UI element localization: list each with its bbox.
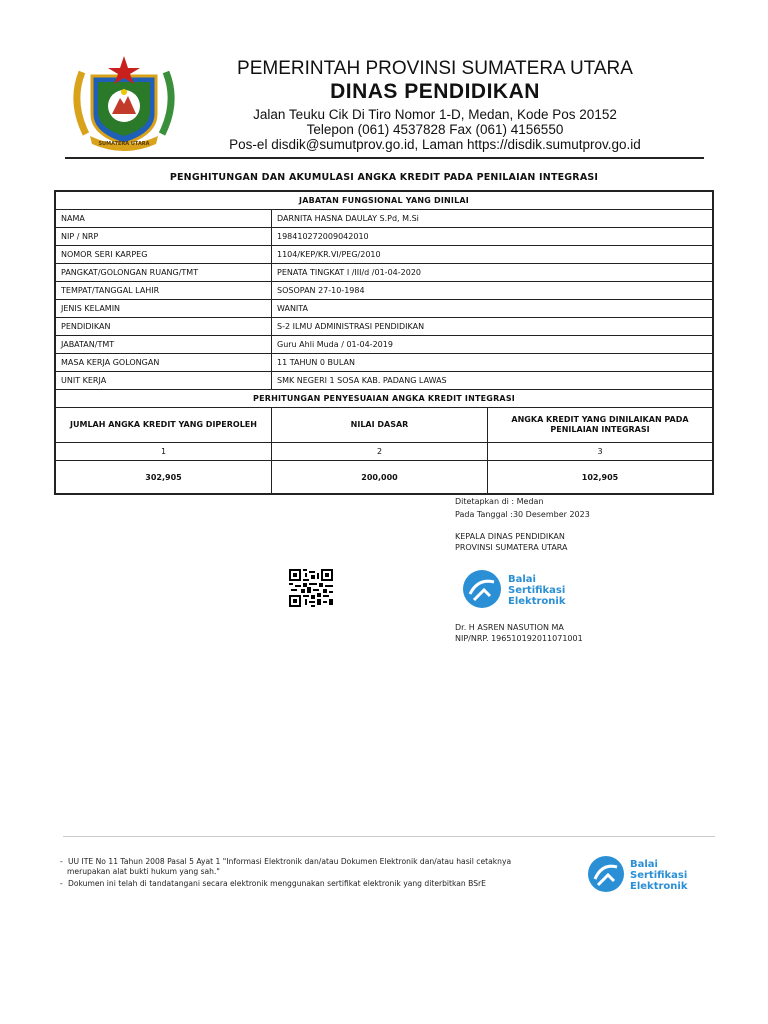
signatory-title: KEPALA DINAS PENDIDIKAN <box>455 532 565 541</box>
bsre-logo <box>460 570 580 608</box>
field-value: SMK NEGERI 1 SOSA KAB. PADANG LAWAS <box>272 372 714 390</box>
field-label: PENDIDIKAN <box>55 318 272 336</box>
column-header: ANGKA KREDIT YANG DINILAIKAN PADA PENILAIAN INTEGRASI <box>488 408 714 443</box>
legal-note-line2: merupakan alat bukti hukum yang sah." <box>67 867 220 876</box>
field-value: Guru Ahli Muda / 01-04-2019 <box>272 336 714 354</box>
signatory-name: Dr. H ASREN NASUTION MA <box>455 623 564 632</box>
government-name: PEMERINTAH PROVINSI SUMATERA UTARA <box>237 58 633 79</box>
column-header: NILAI DASAR <box>272 408 488 443</box>
legal-note-text: UU ITE No 11 Tahun 2008 Pasal 5 Ayat 1 "Informasi Elektronik dan/atau Dokumen Elektronik dan/atau hasil cetaknya <box>68 857 512 866</box>
table-row <box>55 408 713 443</box>
field-label: TEMPAT/TANGGAL LAHIR <box>55 282 272 300</box>
field-value: S-2 ILMU ADMINISTRASI PENDIDIKAN <box>272 318 714 336</box>
field-label: JABATAN/TMT <box>55 336 272 354</box>
field-value: WANITA <box>272 300 714 318</box>
header-divider <box>65 157 704 159</box>
bsre-line1: Balai <box>508 574 536 585</box>
qr-code-icon <box>289 569 333 607</box>
table-row <box>55 191 713 210</box>
field-label: NIP / NRP <box>55 228 272 246</box>
bsre-footer-line1: Balai <box>630 859 658 870</box>
column-header: JUMLAH ANGKA KREDIT YANG DIPEROLEH <box>55 408 272 443</box>
section-heading-position: JABATAN FUNGSIONAL YANG DINILAI <box>55 191 713 210</box>
field-label: UNIT KERJA <box>55 372 272 390</box>
column-number: 2 <box>272 443 488 461</box>
field-label: NOMOR SERI KARPEG <box>55 246 272 264</box>
table-row <box>55 336 713 354</box>
field-value: SOSOPAN 27-10-1984 <box>272 282 714 300</box>
table-row <box>55 443 713 461</box>
bsre-footer-logo <box>586 855 701 893</box>
field-label: PANGKAT/GOLONGAN RUANG/TMT <box>55 264 272 282</box>
bsre-line3: Elektronik <box>508 596 566 607</box>
agency-phone: Telepon (061) 4537828 Fax (061) 4156550 <box>306 122 564 137</box>
credit-value: 302,905 <box>55 461 272 495</box>
section-heading-calculation: PERHITUNGAN PENYESUAIAN ANGKA KREDIT INTEGRASI <box>55 390 713 408</box>
table-row <box>55 372 713 390</box>
agency-contact: Pos-el disdik@sumutprov.go.id, Laman https://disdik.sumutprov.go.id <box>229 137 641 152</box>
table-row <box>55 461 713 495</box>
bullet-dash: - <box>60 879 63 888</box>
signatory-title-province: PROVINSI SUMATERA UTARA <box>455 543 568 552</box>
bullet-dash: - <box>60 857 63 866</box>
agency-name: DINAS PENDIDIKAN <box>330 80 540 103</box>
table-row <box>55 246 713 264</box>
field-value: PENATA TINGKAT I /III/d /01-04-2020 <box>272 264 714 282</box>
footer-divider <box>63 836 715 837</box>
signature-place: Ditetapkan di : Medan <box>455 497 544 506</box>
signature-date: Pada Tanggal :30 Desember 2023 <box>455 510 590 519</box>
table-row <box>55 282 713 300</box>
agency-address: Jalan Teuku Cik Di Tiro Nomor 1-D, Medan, Kode Pos 20152 <box>253 107 617 122</box>
bsre-line2: Sertifikasi <box>508 585 566 596</box>
field-label: JENIS KELAMIN <box>55 300 272 318</box>
credit-table <box>54 190 714 495</box>
field-label: MASA KERJA GOLONGAN <box>55 354 272 372</box>
signatory-nip: NIP/NRP. 196510192011071001 <box>455 634 583 643</box>
legal-note-line1 <box>60 857 511 866</box>
bsre-footer-line2: Sertifikasi <box>630 870 688 881</box>
table-row <box>55 354 713 372</box>
document-title: PENGHITUNGAN DAN AKUMULASI ANGKA KREDIT PADA PENILAIAN INTEGRASI <box>169 172 599 183</box>
field-value: 1104/KEP/KR.VI/PEG/2010 <box>272 246 714 264</box>
table-row <box>55 228 713 246</box>
table-row <box>55 210 713 228</box>
field-label: NAMA <box>55 210 272 228</box>
bsre-footer-line3: Elektronik <box>630 881 688 892</box>
signature-note-text: Dokumen ini telah di tandatangani secara elektronik menggunakan sertifikat elektronik yang diterbitkan BSrE <box>68 879 486 888</box>
provincial-emblem <box>68 52 180 152</box>
field-value: 198410272009042010 <box>272 228 714 246</box>
emblem-label: SUMATERA UTARA <box>98 141 150 147</box>
table-row <box>55 264 713 282</box>
table-row <box>55 390 713 408</box>
table-row <box>55 318 713 336</box>
signature-note <box>60 879 486 888</box>
field-value: DARNITA HASNA DAULAY S.Pd, M.Si <box>272 210 714 228</box>
field-value: 11 TAHUN 0 BULAN <box>272 354 714 372</box>
column-number: 3 <box>488 443 714 461</box>
table-row <box>55 300 713 318</box>
credit-value: 200,000 <box>272 461 488 495</box>
credit-value: 102,905 <box>488 461 714 495</box>
column-number: 1 <box>55 443 272 461</box>
